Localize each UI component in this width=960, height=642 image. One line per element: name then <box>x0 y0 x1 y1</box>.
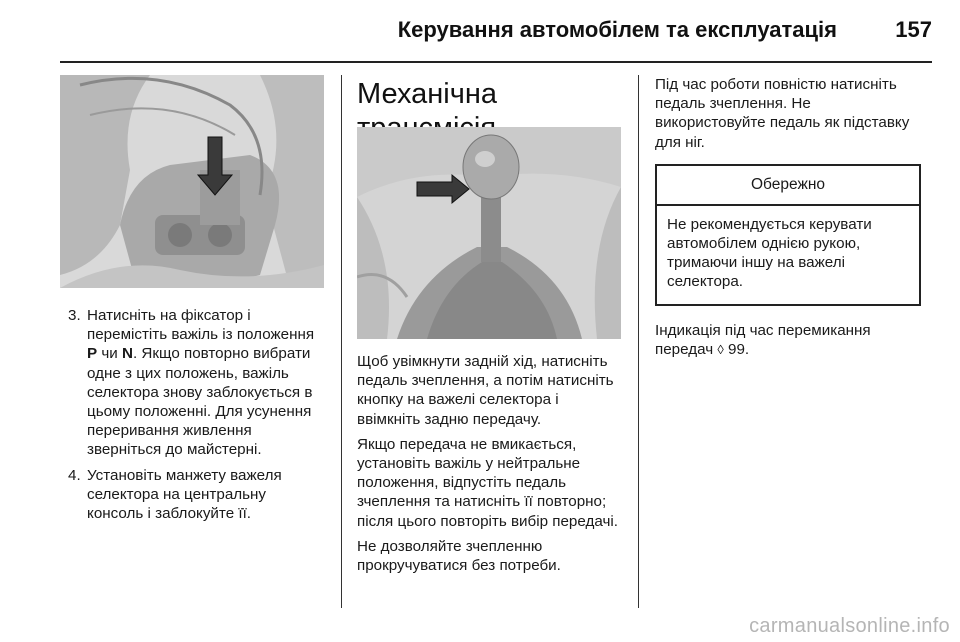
warning-box <box>655 164 921 306</box>
step-text: Натисніть на фіксатор і перемістіть важіль із положення <box>87 307 315 344</box>
page-number: 157 <box>895 17 932 42</box>
cross-reference-page[interactable]: 99. <box>723 340 750 358</box>
section-title: Механічна <box>357 78 497 110</box>
warning-text: Не рекомендується керувати автомобілем однією рукою, тримаючи іншу на важелі селектора. <box>667 215 872 291</box>
header-divider <box>60 61 932 63</box>
clutch-intro <box>655 75 921 152</box>
page-header <box>60 0 932 60</box>
gear-stick-figure <box>357 127 621 339</box>
paragraph-reverse-gear: Щоб увімкнути задній хід, натисніть педаль зчеплення, а потім натисніть кнопку на важелі селектора і ввімкніть задню передачу. <box>357 353 614 428</box>
instruction-steps <box>60 306 324 523</box>
step-number: 4. <box>68 466 81 484</box>
manual-gear-stick-illustration <box>357 127 621 339</box>
middle-column <box>357 75 623 581</box>
selector-lever-illustration <box>60 75 324 288</box>
shift-note-text: Індикація під час перемикання передач <box>655 321 871 358</box>
position-p: P <box>87 345 98 363</box>
step-4 <box>60 466 324 524</box>
column-divider-1 <box>341 75 342 608</box>
step-text: Установіть манжету важеля селектора на центральну консоль і заблокуйте її. <box>87 466 282 523</box>
chapter-title: Керування автомобілем та експлуатація <box>397 17 837 42</box>
left-column <box>60 75 324 529</box>
shift-indicator-note <box>655 321 921 359</box>
warning-title: Обережно <box>657 166 919 206</box>
selector-lever-figure <box>60 75 324 288</box>
position-n: N <box>121 345 133 363</box>
cross-reference-icon: ◊ <box>717 341 724 357</box>
paragraph-gear-not-engaging: Якщо передача не вмикається, установіть важіль у нейтральне положення, відпустіть педаль зчеплення та натисніть її повторно; після цього повторіть вибір передачі. <box>357 435 618 530</box>
step-3 <box>60 306 324 460</box>
step-number: 3. <box>68 307 81 324</box>
paragraph-clutch-slip: Не дозволяйте зчепленню прокручуватися без потреби. <box>357 537 561 575</box>
column-divider-2 <box>638 75 639 608</box>
right-column <box>655 75 921 359</box>
shift-note-paragraph <box>655 321 921 359</box>
section-body <box>357 352 623 575</box>
step-text-post: . Якщо повторно вибрати одне з цих положень, важіль селектора знову заблокується в цьому положенні. Для усунення переривання живлення зверніться до майстерні. <box>87 345 313 459</box>
paragraph-clutch-pedal: Під час роботи повністю натисніть педаль зчеплення. Не використовуйте педаль як підставку для ніг. <box>655 76 910 151</box>
watermark: carmanualsonline.info <box>749 615 950 637</box>
step-text-mid: чи <box>97 345 122 363</box>
